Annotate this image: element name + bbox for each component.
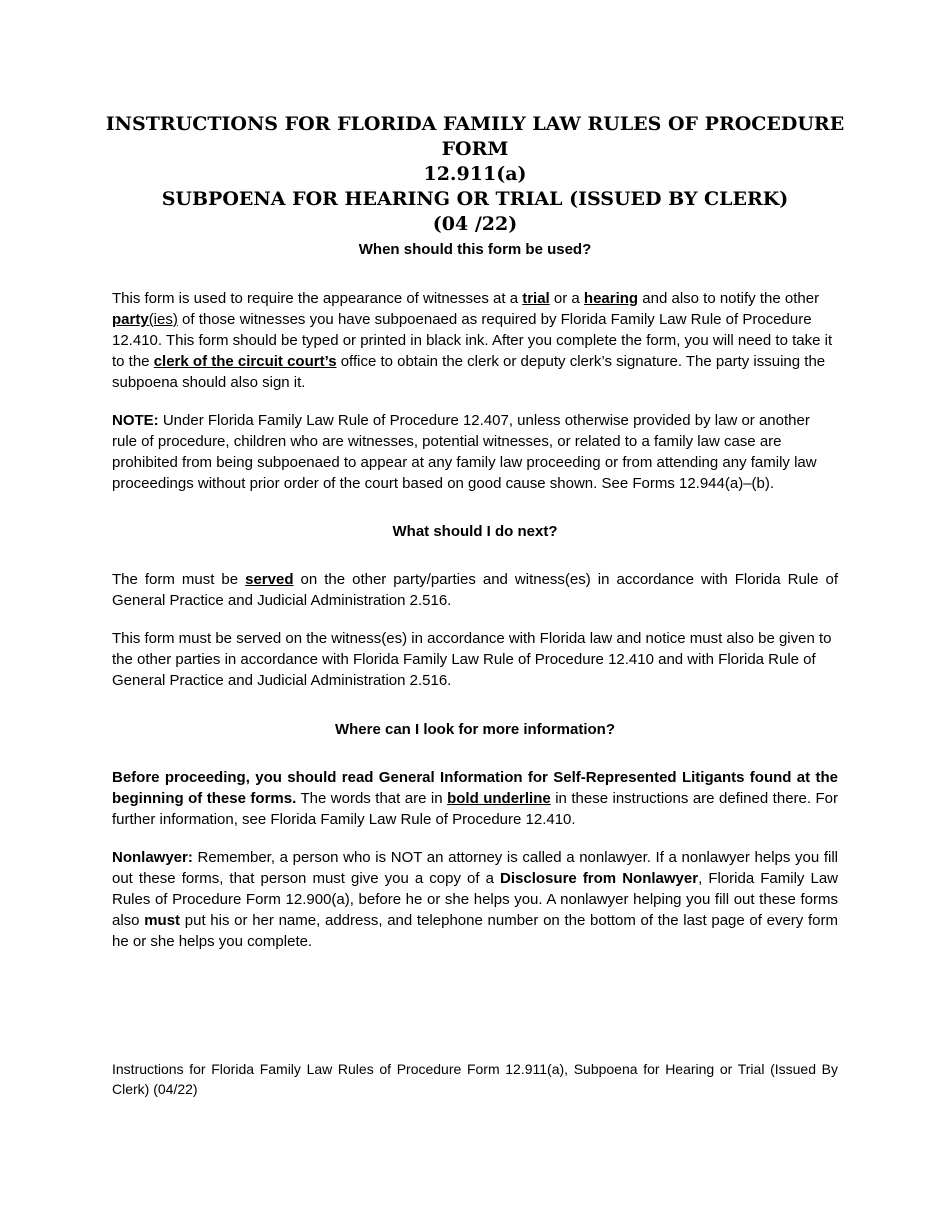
term-bold-underline: bold underline: [447, 790, 551, 807]
term-hearing: hearing: [583, 290, 639, 307]
section-heading-next: What should I do next?: [392, 523, 558, 540]
paragraph-nonlawyer: Nonlawyer: Remember, a person who is NOT an attorney is called a nonlawyer. If a nonlawyer helps you fill out these forms, that person must give you a copy of a Disclosure from Nonlawyer, Florida Family Law Rules of Procedure Form 12.900(a), before he or she helps you. A nonlawyer helping you fill out these forms also must put his or her name, address, and telephone number on the bottom of the last page of every form he or she helps you complete.: [112, 849, 838, 950]
term-disclosure-from-nonlawyer: Disclosure from Nonlawyer: [500, 870, 699, 887]
note-label: NOTE:: [112, 412, 159, 429]
title-line-4: (04 /22): [432, 213, 518, 235]
term-clerk-of-circuit-court: clerk of the circuit court’s: [153, 353, 337, 370]
section-heading-more-info: Where can I look for more information?: [334, 721, 616, 738]
term-party: party: [112, 311, 149, 328]
document-title: [100, 112, 850, 237]
title-line-3: SUBPOENA FOR HEARING OR TRIAL (ISSUED BY CLERK): [161, 188, 789, 210]
section-heading-when: When should this form be used?: [358, 241, 592, 258]
title-line-2: 12.911(a): [423, 163, 527, 185]
page-footer: Instructions for Florida Family Law Rules of Procedure Form 12.911(a), Subpoena for Hearing or Trial (Issued By Clerk) (04/22): [112, 1061, 838, 1097]
paragraph-form-usage: This form is used to require the appearance of witnesses at a trial or a hearing and also to notify the other party(ies) of those witnesses you have subpoenaed as required by Florida Family Law Rule of Procedure 12.410. This form should be typed or printed in black ink. After you complete the form, you will need to take it to the clerk of the circuit court’s office to obtain the clerk or deputy clerk’s signature. The party issuing the subpoena should also sign it.: [112, 290, 833, 391]
term-trial: trial: [522, 290, 550, 307]
paragraph-witness-service: This form must be served on the witness(es) in accordance with Florida law and notice must also be given to the other parties in accordance with Florida Family Law Rule of Procedure 12.410 and with Florida Rule of General Practice and Judicial Administration 2.516.: [112, 630, 832, 689]
term-served: served: [245, 571, 294, 588]
paragraph-served: The form must be served on the other party/parties and witness(es) in accordance with Florida Rule of General Practice and Judicial Administration 2.516.: [112, 571, 838, 609]
nonlawyer-label: Nonlawyer:: [112, 849, 193, 866]
paragraph-before-proceeding: Before proceeding, you should read General Information for Self-Represented Litigants found at the beginning of these forms. The words that are in bold underline in these instructions are defined there. For further information, see Florida Family Law Rule of Procedure 12.410.: [112, 769, 839, 828]
title-line-1: INSTRUCTIONS FOR FLORIDA FAMILY LAW RULES OF PROCEDURE FORM: [105, 113, 845, 160]
paragraph-note: NOTE: Under Florida Family Law Rule of Procedure 12.407, unless otherwise provided by law or another rule of procedure, children who are witnesses, potential witnesses, or related to a family law case are prohibited from being subpoenaed to appear at any family law proceeding or from attending any family law proceedings without prior order of the court based on good cause shown. See Forms 12.944(a)–(b).: [112, 412, 817, 492]
